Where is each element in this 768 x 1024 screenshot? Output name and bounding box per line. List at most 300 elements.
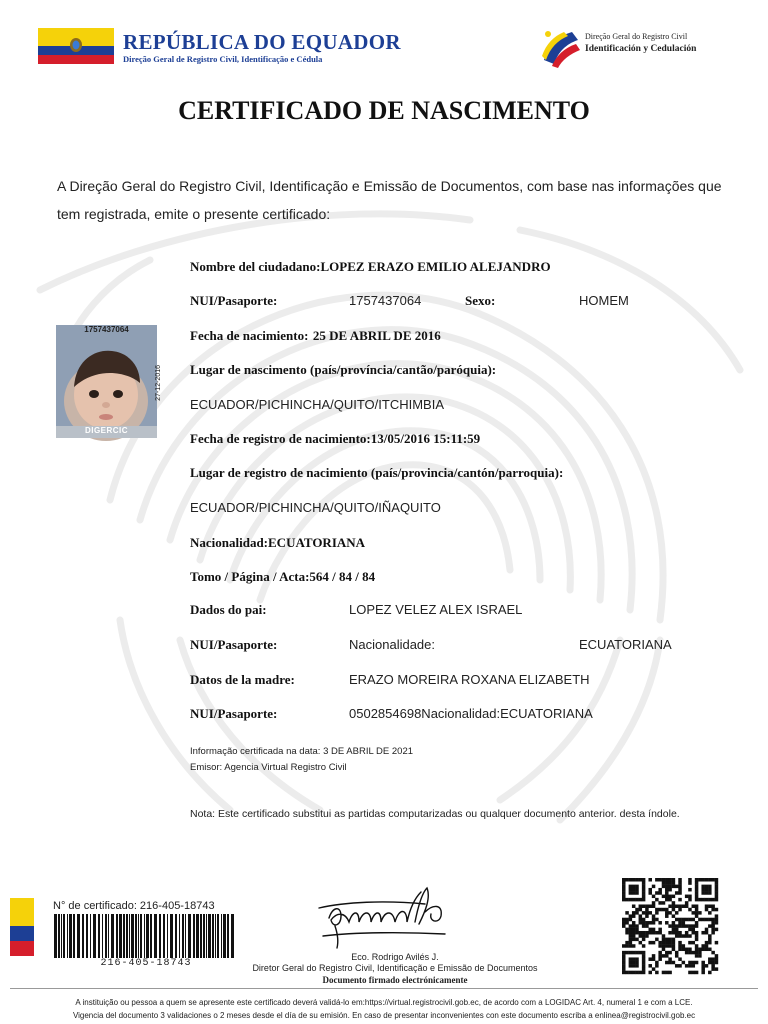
qr-module — [639, 971, 643, 975]
qr-module — [652, 901, 656, 905]
certificate-number: N° de certificado: 216-405-18743 — [53, 900, 215, 912]
qr-module — [648, 878, 652, 882]
qr-module — [652, 954, 656, 958]
qr-module — [675, 964, 679, 968]
qr-module — [685, 918, 689, 922]
registration-date-row — [190, 430, 480, 448]
qr-module — [622, 961, 626, 965]
qr-module — [675, 911, 679, 915]
qr-module — [701, 944, 705, 948]
qr-module — [642, 938, 646, 942]
qr-module — [711, 931, 715, 935]
qr-module — [705, 891, 709, 895]
qr-module — [711, 921, 715, 925]
qr-module — [642, 881, 646, 885]
qr-module — [642, 898, 646, 902]
qr-module — [632, 957, 636, 961]
qr-module — [629, 944, 633, 948]
qr-module — [635, 931, 639, 935]
qr-module — [668, 931, 672, 935]
qr-module — [665, 921, 669, 925]
qr-module — [695, 931, 699, 935]
qr-module — [622, 891, 626, 895]
qr-module — [632, 914, 636, 918]
qr-module — [711, 924, 715, 928]
qr-module — [705, 888, 709, 892]
qr-module — [629, 898, 633, 902]
qr-module — [668, 878, 672, 882]
qr-module — [695, 944, 699, 948]
qr-module — [672, 944, 676, 948]
qr-module — [692, 931, 696, 935]
qr-module — [708, 957, 712, 961]
qr-module — [668, 881, 672, 885]
qr-module — [642, 895, 646, 899]
qr-module — [632, 891, 636, 895]
qr-module — [648, 928, 652, 932]
qr-module — [701, 918, 705, 922]
note: Nota: Este certificado substitui as partidas computarizadas ou qualquer documento anterior. desta índole. — [190, 808, 680, 820]
qr-module — [658, 941, 662, 945]
qr-module — [635, 885, 639, 889]
qr-module — [678, 908, 682, 912]
qr-module — [648, 971, 652, 975]
qr-module — [658, 954, 662, 958]
qr-module — [668, 971, 672, 975]
qr-module — [639, 898, 643, 902]
qr-module — [678, 957, 682, 961]
qr-module — [695, 954, 699, 958]
qr-module — [698, 954, 702, 958]
qr-module — [652, 904, 656, 908]
sex-value: HOMEM — [579, 293, 629, 308]
qr-module — [662, 901, 666, 905]
qr-module — [698, 951, 702, 955]
qr-module — [625, 941, 629, 945]
qr-module — [658, 878, 662, 882]
qr-module — [695, 891, 699, 895]
qr-module — [629, 891, 633, 895]
father-nui-label: NUI/Pasaporte: — [190, 637, 278, 652]
republic-title: REPÚBLICA DO EQUADOR — [123, 30, 401, 54]
qr-module — [668, 944, 672, 948]
qr-module — [708, 961, 712, 965]
qr-module — [688, 941, 692, 945]
qr-module — [629, 934, 633, 938]
qr-module — [642, 934, 646, 938]
qr-module — [705, 944, 709, 948]
qr-module — [708, 885, 712, 889]
qr-module — [715, 878, 719, 882]
qr-module — [695, 938, 699, 942]
qr-module — [632, 964, 636, 968]
qr-module — [629, 971, 633, 975]
qr-module — [625, 971, 629, 975]
qr-module — [705, 964, 709, 968]
qr-module — [711, 961, 715, 965]
qr-module — [695, 904, 699, 908]
registration-place: ECUADOR/PICHINCHA/QUITO/IÑAQUITO — [190, 500, 441, 515]
qr-module — [701, 931, 705, 935]
qr-module — [692, 961, 696, 965]
qr-module — [632, 944, 636, 948]
qr-module — [642, 964, 646, 968]
qr-module — [655, 931, 659, 935]
baby-portrait-image — [56, 325, 157, 438]
qr-module — [642, 951, 646, 955]
father-name: LOPEZ VELEZ ALEX ISRAEL — [349, 602, 523, 617]
qr-module — [698, 878, 702, 882]
qr-module — [635, 964, 639, 968]
document-title: CERTIFICADO DE NASCIMENTO — [178, 96, 590, 125]
qr-module — [708, 911, 712, 915]
qr-module — [665, 885, 669, 889]
qr-module — [701, 971, 705, 975]
footer-divider — [10, 988, 758, 989]
qr-module — [675, 918, 679, 922]
registration-place-label: Lugar de registro de nacimiento (país/provincia/cantón/parroquia): — [190, 465, 564, 480]
qr-module — [645, 934, 649, 938]
nui-value: 1757437064 — [349, 293, 422, 308]
qr-module — [662, 885, 666, 889]
qr-module — [625, 898, 629, 902]
volume: 564 / 84 / 84 — [309, 569, 376, 584]
nui-label: NUI/Pasaporte: — [190, 293, 278, 308]
qr-module — [688, 961, 692, 965]
qr-module — [635, 891, 639, 895]
qr-module — [668, 904, 672, 908]
qr-module — [682, 948, 686, 952]
qr-module — [622, 967, 626, 971]
qr-module — [629, 918, 633, 922]
qr-module — [642, 931, 646, 935]
qr-module — [662, 895, 666, 899]
qr-module — [715, 957, 719, 961]
qr-module — [688, 878, 692, 882]
qr-module — [708, 941, 712, 945]
qr-module — [658, 957, 662, 961]
father-nationality-label: Nacionalidade: — [349, 637, 436, 652]
qr-module — [711, 918, 715, 922]
qr-module — [662, 971, 666, 975]
photo-id-number: 1757437064 — [84, 325, 129, 334]
qr-module — [639, 931, 643, 935]
qr-module — [688, 888, 692, 892]
qr-code-icon — [622, 878, 718, 974]
qr-module — [685, 934, 689, 938]
qr-module — [672, 881, 676, 885]
qr-module — [632, 904, 636, 908]
qr-module — [665, 938, 669, 942]
qr-module — [685, 904, 689, 908]
father-nationality: ECUATORIANA — [579, 637, 672, 652]
qr-module — [701, 967, 705, 971]
qr-module — [648, 891, 652, 895]
qr-module — [678, 924, 682, 928]
qr-module — [688, 964, 692, 968]
qr-module — [632, 931, 636, 935]
qr-module — [711, 967, 715, 971]
qr-module — [665, 914, 669, 918]
qr-module — [655, 964, 659, 968]
qr-module — [695, 885, 699, 889]
qr-module — [695, 908, 699, 912]
mother-label: Datos de la madre: — [190, 672, 295, 687]
qr-module — [622, 895, 626, 899]
qr-module — [672, 914, 676, 918]
qr-module — [632, 921, 636, 925]
qr-module — [692, 911, 696, 915]
qr-module — [642, 924, 646, 928]
qr-module — [705, 878, 709, 882]
qr-module — [682, 961, 686, 965]
citizen-photo — [56, 325, 162, 438]
qr-module — [658, 891, 662, 895]
qr-module — [648, 921, 652, 925]
qr-module — [715, 918, 719, 922]
qr-module — [695, 881, 699, 885]
qr-module — [711, 928, 715, 932]
qr-module — [688, 881, 692, 885]
qr-module — [639, 951, 643, 955]
signature-icon — [315, 882, 455, 952]
qr-module — [705, 918, 709, 922]
qr-module — [678, 891, 682, 895]
qr-module — [655, 891, 659, 895]
qr-module — [715, 961, 719, 965]
qr-module — [642, 885, 646, 889]
qr-module — [648, 888, 652, 892]
qr-module — [632, 971, 636, 975]
qr-module — [711, 904, 715, 908]
ecuador-flag-icon — [38, 28, 114, 64]
qr-module — [701, 888, 705, 892]
qr-module — [678, 904, 682, 908]
qr-module — [708, 971, 712, 975]
qr-module — [715, 885, 719, 889]
qr-module — [711, 951, 715, 955]
qr-module — [662, 938, 666, 942]
birth-place: ECUADOR/PICHINCHA/QUITO/ITCHIMBIA — [190, 397, 445, 412]
qr-module — [695, 898, 699, 902]
qr-module — [692, 941, 696, 945]
qr-module — [645, 914, 649, 918]
qr-module — [695, 934, 699, 938]
qr-module — [685, 895, 689, 899]
qr-module — [708, 904, 712, 908]
qr-module — [622, 924, 626, 928]
qr-module — [622, 885, 626, 889]
qr-module — [688, 928, 692, 932]
qr-module — [625, 951, 629, 955]
qr-module — [698, 918, 702, 922]
qr-module — [622, 888, 626, 892]
qr-module — [701, 898, 705, 902]
qr-module — [632, 928, 636, 932]
qr-module — [672, 908, 676, 912]
disclaimer-line1: A instituição ou pessoa a quem se apresente este certificado deverá validá-lo em:https://virtual.registrocivil.gob.ec, de acordo com a LOGIDAC Art. 4, numeral 1 e com a LCE. — [75, 998, 693, 1007]
qr-module — [685, 948, 689, 952]
qr-module — [688, 948, 692, 952]
qr-module — [622, 878, 626, 882]
qr-module — [672, 885, 676, 889]
volume-label: Tomo / Página / Acta: — [190, 569, 310, 584]
qr-module — [678, 948, 682, 952]
qr-module — [662, 934, 666, 938]
agency-name-line1: Direção Geral do Registro Civil — [585, 32, 688, 41]
qr-module — [711, 908, 715, 912]
birth-date: 25 DE ABRIL DE 2016 — [312, 328, 441, 343]
qr-module — [652, 885, 656, 889]
qr-module — [639, 878, 643, 882]
qr-module — [635, 878, 639, 882]
qr-module — [715, 898, 719, 902]
qr-module — [655, 938, 659, 942]
qr-module — [648, 964, 652, 968]
intro-paragraph: A Direção Geral do Registro Civil, Identificação e Emissão de Documentos, com base nas informações que tem registrada, emite o presente certificado: — [57, 178, 722, 222]
qr-module — [662, 908, 666, 912]
qr-module — [668, 924, 672, 928]
qr-module — [648, 931, 652, 935]
qr-module — [678, 941, 682, 945]
mother-name: ERAZO MOREIRA ROXANA ELIZABETH — [349, 672, 590, 687]
qr-module — [662, 944, 666, 948]
qr-module — [682, 918, 686, 922]
qr-module — [701, 891, 705, 895]
qr-module — [665, 944, 669, 948]
qr-module — [632, 924, 636, 928]
photo-date: 27-12-2016 — [155, 365, 162, 401]
qr-module — [639, 934, 643, 938]
qr-module — [698, 911, 702, 915]
qr-module — [632, 878, 636, 882]
qr-module — [695, 951, 699, 955]
qr-module — [652, 941, 656, 945]
qr-module — [665, 891, 669, 895]
qr-module — [668, 898, 672, 902]
qr-module — [675, 928, 679, 932]
qr-module — [652, 918, 656, 922]
qr-module — [688, 934, 692, 938]
mother-nui-label: NUI/Pasaporte: — [190, 706, 278, 721]
qr-module — [711, 957, 715, 961]
qr-module — [652, 967, 656, 971]
qr-module — [625, 911, 629, 915]
qr-module — [665, 888, 669, 892]
qr-module — [639, 921, 643, 925]
qr-module — [642, 888, 646, 892]
qr-module — [715, 921, 719, 925]
qr-module — [665, 911, 669, 915]
qr-module — [668, 941, 672, 945]
qr-module — [652, 957, 656, 961]
qr-module — [705, 885, 709, 889]
qr-module — [675, 951, 679, 955]
qr-module — [688, 951, 692, 955]
qr-module — [658, 908, 662, 912]
qr-module — [675, 934, 679, 938]
qr-module — [705, 904, 709, 908]
qr-module — [672, 928, 676, 932]
qr-module — [622, 898, 626, 902]
qr-module — [629, 888, 633, 892]
qr-module — [662, 878, 666, 882]
qr-module — [692, 928, 696, 932]
qr-module — [688, 918, 692, 922]
qr-module — [701, 878, 705, 882]
qr-module — [672, 948, 676, 952]
qr-module — [648, 957, 652, 961]
qr-module — [695, 948, 699, 952]
qr-module — [715, 928, 719, 932]
qr-module — [668, 888, 672, 892]
qr-module — [629, 938, 633, 942]
qr-module — [685, 964, 689, 968]
volume-row — [190, 568, 375, 586]
qr-module — [672, 878, 676, 882]
qr-module — [642, 971, 646, 975]
qr-module — [635, 928, 639, 932]
nationality-row — [190, 534, 365, 552]
qr-module — [708, 948, 712, 952]
registro-civil-logo-icon — [538, 26, 584, 68]
qr-module — [695, 971, 699, 975]
qr-module — [642, 918, 646, 922]
qr-module — [692, 964, 696, 968]
qr-module — [685, 901, 689, 905]
issuer: Emisor: Agencia Virtual Registro Civil — [190, 762, 347, 773]
ecuador-flag-small-icon — [10, 898, 34, 956]
qr-module — [645, 904, 649, 908]
qr-module — [648, 941, 652, 945]
qr-module — [642, 911, 646, 915]
signer-name: Eco. Rodrigo Avilés J. — [351, 952, 439, 962]
qr-module — [675, 954, 679, 958]
qr-module — [622, 921, 626, 925]
qr-module — [622, 954, 626, 958]
qr-module — [678, 888, 682, 892]
qr-module — [655, 911, 659, 915]
birth-date-label: Fecha de nacimiento: — [190, 328, 309, 343]
qr-module — [708, 924, 712, 928]
qr-module — [662, 941, 666, 945]
qr-module — [705, 898, 709, 902]
qr-module — [652, 914, 656, 918]
qr-module — [705, 948, 709, 952]
qr-module — [672, 895, 676, 899]
qr-module — [645, 908, 649, 912]
qr-module — [635, 924, 639, 928]
qr-module — [672, 921, 676, 925]
qr-module — [632, 934, 636, 938]
qr-module — [639, 918, 643, 922]
qr-module — [642, 957, 646, 961]
qr-module — [635, 888, 639, 892]
qr-module — [665, 898, 669, 902]
qr-module — [701, 948, 705, 952]
qr-module — [668, 911, 672, 915]
qr-module — [708, 918, 712, 922]
qr-module — [675, 924, 679, 928]
qr-module — [645, 924, 649, 928]
qr-module — [701, 885, 705, 889]
qr-module — [642, 904, 646, 908]
qr-module — [635, 957, 639, 961]
qr-module — [688, 898, 692, 902]
qr-module — [629, 951, 633, 955]
citizen-name: LOPEZ ERAZO EMILIO ALEJANDRO — [320, 259, 551, 274]
qr-module — [652, 921, 656, 925]
